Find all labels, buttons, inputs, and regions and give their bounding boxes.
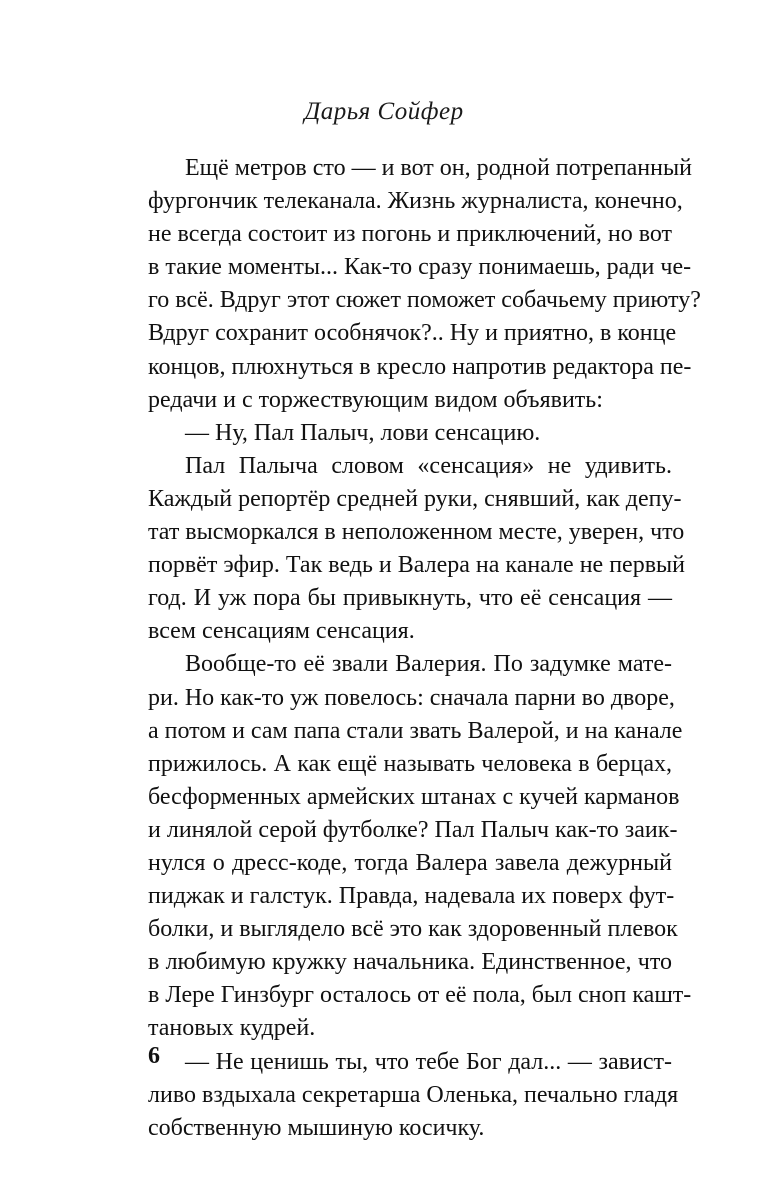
text-line: не всегда состоит из погонь и приключений, но вот — [148, 221, 673, 248]
text-line: в такие моменты... Как-то сразу понимаешь, ради че- — [148, 254, 692, 281]
text-line: а потом и сам папа стали звать Валерой, и на канале — [148, 717, 683, 744]
text-line: бесформенных армейских штанах с кучей карманов — [148, 783, 680, 810]
text-line: фургончик телеканала. Жизнь журналиста, конечно, — [148, 188, 683, 215]
text-line: редачи и с торжествующим видом объявить: — [148, 386, 603, 413]
running-head-author: Дарья Сойфер — [304, 98, 464, 125]
text-line: пиджак и галстук. Правда, надевала их поверх фут- — [148, 883, 675, 910]
text-line: болки, и выглядело всё это как здоровенный плевок — [148, 916, 678, 943]
text-line: тановых кудрей. — [148, 1015, 316, 1042]
text-line: и линялой серой футболке? Пал Палыч как-то заик- — [148, 816, 678, 843]
text-line: тат высморкался в неположенном месте, уверен, что — [148, 519, 685, 546]
text-line: в Лере Гинзбург осталось от её пола, был сноп кашт- — [148, 982, 692, 1009]
text-line: всем сенсациям сенсация. — [148, 618, 415, 645]
body-text — [148, 152, 701, 1145]
text-line: собственную мышиную косичку. — [148, 1114, 485, 1141]
text-line: прижилось. А как ещё называть человека в берцах, — [148, 750, 672, 777]
text-line: год. И уж пора бы привыкнуть, что её сенсация — — [148, 585, 672, 612]
page-number: 6 — [148, 1043, 160, 1069]
text-line: ливо вздыхала секретарша Оленька, печально гладя — [148, 1081, 679, 1108]
text-line: Вдруг сохранит особнячок?.. Ну и приятно, в конце — [148, 320, 677, 347]
text-line: — Ну, Пал Палыч, лови сенсацию. — [185, 419, 541, 446]
text-line: концов, плюхнуться в кресло напротив редактора пе- — [148, 353, 692, 380]
text-line: ри. Но как-то уж повелось: сначала парни во дворе, — [148, 684, 675, 711]
text-line: Ещё метров сто — и вот он, родной потрепанный — [185, 155, 692, 181]
text-line: нулся о дресс-коде, тогда Валера завела дежурный — [148, 849, 672, 876]
text-line: го всё. Вдруг этот сюжет поможет собачьему приюту? — [148, 287, 701, 314]
text-line: порвёт эфир. Так ведь и Валера на канале не первый — [148, 552, 685, 579]
text-line: Вообще-то её звали Валерия. По задумке мате- — [185, 651, 672, 678]
text-line: Пал Палыча словом «сенсация» не удивить. — [185, 452, 672, 479]
text-line: Каждый репортёр средней руки, снявший, как депу- — [148, 485, 682, 512]
text-line: — Не ценишь ты, что тебе Бог дал... — завист- — [185, 1048, 672, 1075]
text-line: в любимую кружку начальника. Единственное, что — [148, 949, 672, 976]
